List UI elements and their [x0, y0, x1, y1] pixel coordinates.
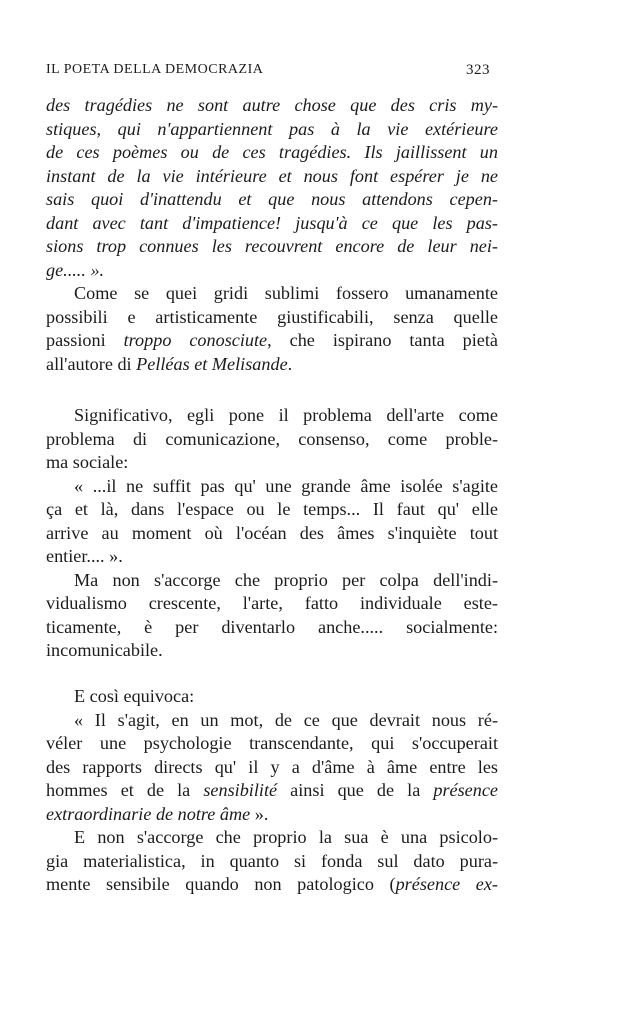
paragraph-communication	[46, 404, 498, 663]
text-line: arrive au moment où l'océan des âmes s'inquiète tout	[46, 522, 498, 543]
text-line: sions trop connues les recouvrent encore de leur nei-	[46, 236, 498, 256]
text-line: entier.... ».	[46, 546, 123, 566]
text-line: all'autore di Pelléas et Melisande.	[46, 353, 293, 374]
text-line: possibili e artisticamente giustificabili, senza quelle	[46, 306, 498, 327]
text-line: véler une psychologie transcendante, qui s'occuperait	[46, 733, 498, 753]
text-line: « Il s'agit, en un mot, de ce que devrait nous ré-	[74, 709, 498, 730]
text-line: ge..... ».	[46, 259, 105, 280]
paragraph-equivoca	[46, 685, 498, 897]
text-line: stiques, qui n'appartiennent pas à la vie extérieure	[46, 118, 498, 139]
french-quotation-continued	[46, 94, 498, 376]
text-line: E così equivoca:	[74, 686, 195, 706]
text-line: extraordinarie de notre âme ».	[46, 803, 269, 824]
text-line: Significativo, egli pone il problema dell'arte come	[74, 405, 498, 425]
text-line: ça et là, dans l'espace ou le temps... Il faut qu' elle	[46, 499, 498, 519]
text-line: hommes et de la sensibilité ainsi que de la présence	[46, 780, 498, 800]
text-line: Ma non s'accorge che proprio per colpa dell'indi-	[74, 569, 498, 590]
text-line: E non s'accorge che proprio la sua è una psicolo-	[74, 827, 498, 847]
text-line: ma sociale:	[46, 452, 129, 472]
text-line: vidualismo crescente, l'arte, fatto individuale este-	[46, 593, 498, 613]
text-line: des rapports directs qu' il y a d'âme à âme entre les	[46, 756, 498, 777]
text-line: passioni troppo conosciute, che ispirano tanta pietà	[46, 330, 499, 350]
text-line: Come se quei gridi sublimi fossero umanamente	[74, 283, 498, 303]
text-line: de ces poèmes ou de ces tragédies. Ils jaillissent un	[46, 142, 498, 162]
text-line: dant avec tant d'impatience! jusqu'à ce que les pas-	[46, 212, 498, 233]
text-line: des tragédies ne sont autre chose que des cris my-	[46, 95, 498, 115]
page-number: 323	[466, 62, 490, 78]
text-line: sais quoi d'inattendu et que nous attendons cepen-	[46, 189, 498, 209]
text-line: incomunicabile.	[46, 640, 163, 660]
running-title: IL POETA DELLA DEMOCRAZIA	[46, 62, 264, 77]
running-header	[46, 62, 488, 82]
text-line: gia materialistica, in quanto si fonda sul dato pura-	[46, 850, 498, 871]
text-line: « ...il ne suffit pas qu' une grande âme isolée s'agite	[74, 475, 498, 496]
text-line: ticamente, è per diventarlo anche..... socialmente:	[46, 616, 498, 637]
text-line: mente sensibile quando non patologico (présence ex-	[46, 874, 498, 894]
text-line: problema di comunicazione, consenso, come proble-	[46, 428, 498, 449]
text-line: instant de la vie intérieure et nous font espérer je ne	[46, 165, 498, 186]
